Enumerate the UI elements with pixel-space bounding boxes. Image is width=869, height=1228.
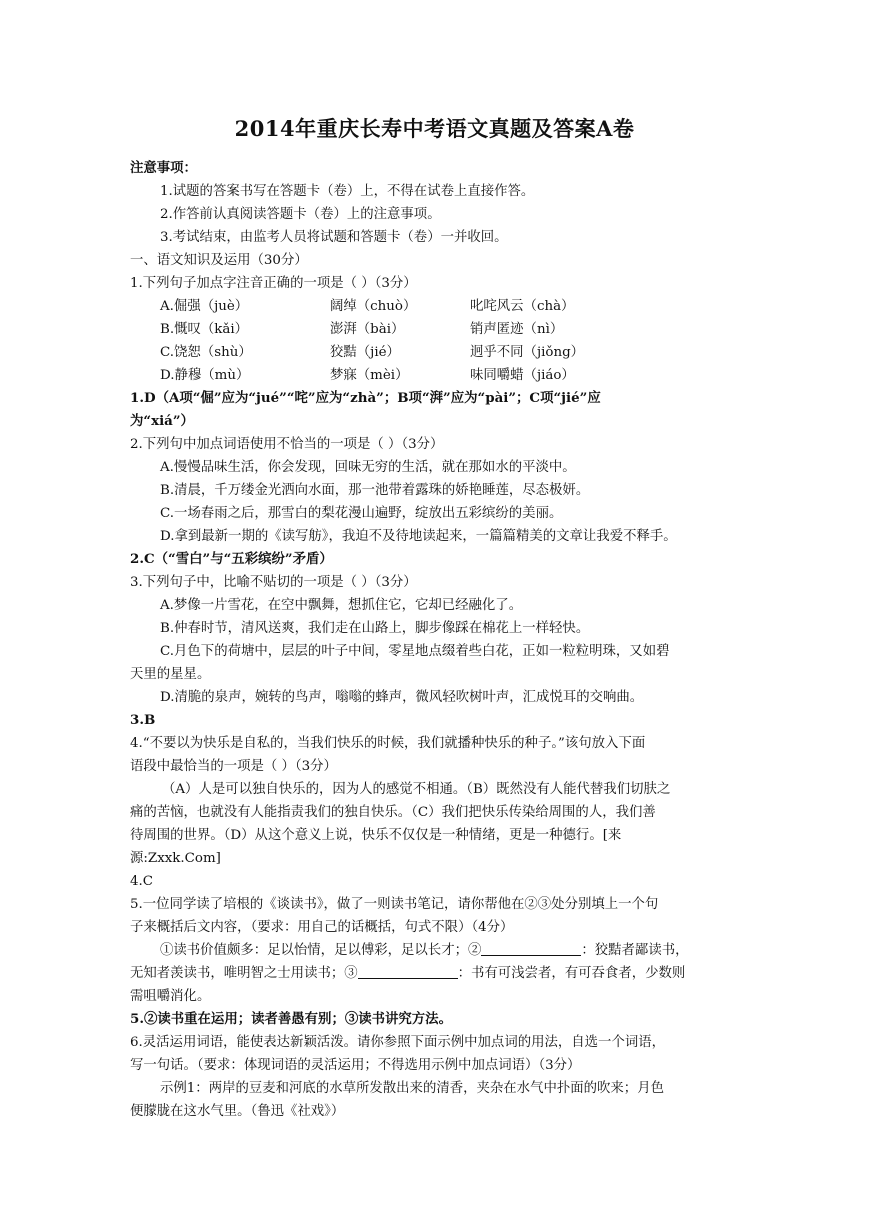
question-5-stem: 5.一位同学读了培根的《谈读书》，做了一则读书笔记，请你帮他在②③处分别填上一个句 bbox=[130, 897, 659, 912]
question-4-passage-cont: 待周围的世界。（D）从这个意义上说，快乐不仅仅是一种情绪，更是一种德行。[来 bbox=[130, 828, 622, 843]
question-5-answer: 5.②读书重在运用；读者善愚有别；③读书讲究方法。 bbox=[130, 1011, 452, 1027]
question-3-option-c: C.月色下的荷塘中，层层的叶子中间，零星地点缀着些白花，正如一粒粒明珠，又如碧 bbox=[160, 644, 670, 659]
notice-heading: 注意事项： bbox=[130, 160, 197, 176]
question-2-option-c: C.一场春雨之后，那雪白的梨花漫山遍野，绽放出五彩缤纷的美丽。 bbox=[160, 506, 563, 521]
question-2-answer: 2.C（“雪白”与“五彩缤纷”矛盾） bbox=[130, 551, 333, 567]
question-6-stem: 6.灵活运用词语，能使表达新颖活泼。请你参照下面示例中加点词的用法，自选一个词语， bbox=[130, 1035, 666, 1050]
question-6-stem-cont: 写一句话。（要求：体现词语的灵活运用；不得选用示例中加点词语）（3分） bbox=[130, 1058, 581, 1073]
question-5-note-line: 无知者羡读书，唯明智之士用读书；③ ：书有可浅尝者，有可吞食者，少数则 bbox=[130, 966, 686, 981]
question-1-answer: 1.D（A项“倔”应为“jué”“咤”应为“zhà”；B项“湃”应为“pài”；C项“jié”应 bbox=[130, 390, 601, 406]
notice-item: 1.试题的答案书写在答题卡（卷）上，不得在试卷上直接作答。 bbox=[160, 184, 535, 199]
question-2-option-a: A.慢慢品味生活，你会发现，回味无穷的生活，就在那如水的平淡中。 bbox=[160, 460, 576, 475]
question-1-answer-cont: 为“xiá”） bbox=[130, 413, 194, 429]
question-3-option-c-cont: 天里的星星。 bbox=[130, 667, 211, 682]
question-4-stem-cont: 语段中最恰当的一项是（ ）（3分） bbox=[130, 759, 337, 774]
question-3-option-a: A.梦像一片雪花，在空中飘舞，想抓住它，它却已经融化了。 bbox=[160, 598, 523, 613]
question-6-example-cont: 便朦胧在这水气里。（鲁迅《社戏》） bbox=[130, 1104, 345, 1119]
question-5-note-line: 需咀嚼消化。 bbox=[130, 989, 211, 1004]
answer-blank-2[interactable] bbox=[481, 941, 581, 956]
question-3-stem: 3.下列句子中，比喻不贴切的一项是（ ）（3分） bbox=[130, 575, 417, 590]
question-5-stem-cont: 子来概括后文内容，（要求：用自己的话概括，句式不限）（4分） bbox=[130, 920, 514, 935]
question-3-answer: 3.B bbox=[130, 712, 156, 728]
question-3-option-d: D.清脆的泉声，婉转的鸟声，嗡嗡的蜂声，微风轻吹树叶声，汇成悦耳的交响曲。 bbox=[160, 690, 644, 705]
question-1-option-a: A.倔强（juè） 阔绰（chuò） 叱咤风云（chà） bbox=[160, 299, 575, 314]
question-4-passage-cont: 痛的苦恼，也就没有人能指责我们的独自快乐。（C）我们把快乐传染给周围的人，我们善 bbox=[130, 805, 656, 820]
page-title: 2014年重庆长寿中考语文真题及答案A卷 bbox=[234, 116, 635, 141]
notice-item: 3.考试结束，由监考人员将试题和答题卡（卷）一并收回。 bbox=[160, 230, 508, 245]
notice-item: 2.作答前认真阅读答题卡（卷）上的注意事项。 bbox=[160, 207, 441, 222]
question-3-option-b: B.仲春时节，清风送爽，我们走在山路上，脚步像踩在棉花上一样轻快。 bbox=[160, 621, 590, 636]
question-2-stem: 2.下列句中加点词语使用不恰当的一项是（ ）（3分） bbox=[130, 437, 444, 452]
question-1-option-b: B.慨叹（kǎi） 澎湃（bài） 销声匿迹（nì） bbox=[160, 322, 564, 337]
question-4-stem: 4.“不要以为快乐是自私的，当我们快乐的时候，我们就播种快乐的种子。”该句放入下面 bbox=[130, 736, 646, 751]
section-heading: 一、语文知识及运用（30分） bbox=[130, 253, 308, 268]
question-4-passage-cont: 源:Zxxk.Com] bbox=[130, 851, 221, 866]
question-5-note-line: ①读书价值颇多：足以怡情，足以傅彩，足以长才；② ：狡黠者鄙读书， bbox=[160, 943, 689, 958]
question-2-option-d: D.拿到最新一期的《读写舫》，我迫不及待地读起来，一篇篇精美的文章让我爱不释手。 bbox=[160, 529, 677, 544]
question-4-answer: 4.C bbox=[130, 874, 154, 889]
answer-blank-3[interactable] bbox=[358, 964, 458, 979]
question-4-passage: （A）人是可以独自快乐的，因为人的感觉不相通。（B）既然没有人能代替我们切肤之 bbox=[162, 782, 671, 797]
question-1-stem: 1.下列句子加点字注音正确的一项是（ ）（3分） bbox=[130, 276, 417, 291]
question-1-option-d: D.静穆（mù） 梦寐（mèi） 味同嚼蜡（jiáo） bbox=[160, 368, 575, 383]
question-2-option-b: B.清晨，千万缕金光洒向水面，那一池带着露珠的娇艳睡莲，尽态极妍。 bbox=[160, 483, 590, 498]
question-6-example: 示例1：两岸的豆麦和河底的水草所发散出来的清香，夹杂在水气中扑面的吹来；月色 bbox=[160, 1081, 664, 1096]
question-1-option-c: C.饶恕（shù） 狡黠（jié） 迥乎不同（jiǒng） bbox=[160, 345, 585, 360]
